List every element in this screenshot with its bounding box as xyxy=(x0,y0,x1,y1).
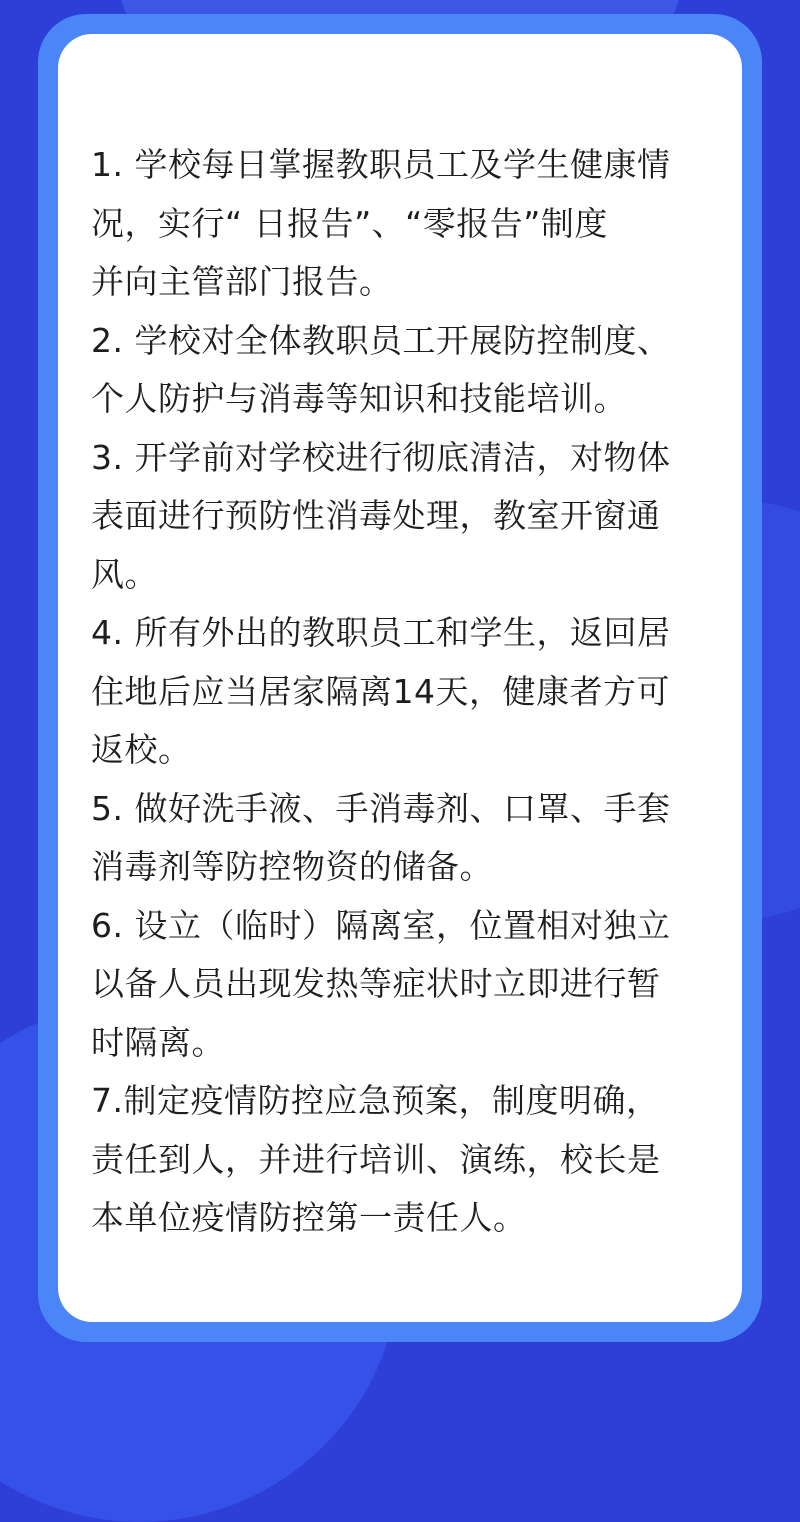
text-line: 以备人员出现发热等症状时立即进行暂 xyxy=(91,964,661,1003)
text-line: 本单位疫情防控第一责任人。 xyxy=(91,1198,527,1237)
text-line: 返校。 xyxy=(91,730,192,769)
text-line: 住地后应当居家隔离14天，健康者方可 xyxy=(91,671,670,711)
text-line: 3. 开学前对学校进行彻底清洁，对物体 xyxy=(91,437,671,477)
card-frame xyxy=(38,14,762,1342)
text-line: 风。 xyxy=(91,554,158,594)
text-line: 2. 学校对全体教职员工开展防控制度、 xyxy=(91,320,671,360)
text-line: 时隔离。 xyxy=(91,1022,225,1062)
text-line: 况，实行“ 日报告”、“零报告”制度 xyxy=(91,203,608,243)
text-line: 消毒剂等防控物资的储备。 xyxy=(91,847,493,886)
text-line: 7.制定疫情防控应急预案，制度明确， xyxy=(91,1081,660,1120)
card-body xyxy=(58,34,742,1322)
text-line: 并向主管部门报告。 xyxy=(91,262,393,301)
text-line: 1. 学校每日掌握教职员工及学生健康情 xyxy=(91,145,671,184)
text-line: 4. 所有外出的教职员工和学生，返回居 xyxy=(91,613,671,652)
text-line: 个人防护与消毒等知识和技能培训。 xyxy=(91,379,627,418)
text-line: 6. 设立（临时）隔离室，位置相对独立 xyxy=(91,905,671,945)
text-line: 表面进行预防性消毒处理，教室开窗通 xyxy=(91,496,661,535)
measures-text xyxy=(91,136,727,1248)
text-line: 5. 做好洗手液、手消毒剂、口罩、手套 xyxy=(91,788,671,828)
text-line: 责任到人，并进行培训、演练，校长是 xyxy=(91,1139,661,1179)
